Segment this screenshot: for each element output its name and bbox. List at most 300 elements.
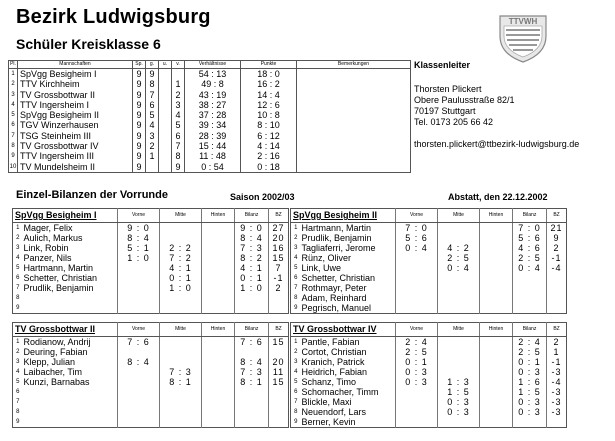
player-bilanz [513,293,547,303]
svg-text:TTVWH: TTVWH [508,17,538,26]
cell-v: 3 [172,100,185,110]
player-name: Berner, Kevin [301,417,356,427]
player-row [291,233,567,243]
player-vorne [118,293,160,303]
player-vorne [118,407,160,417]
player-mitte [160,223,202,234]
col-mannschaften: Mannschaften [18,61,133,69]
player-name [23,417,118,428]
cell-team: SpVgg Besigheim II [18,110,133,120]
player-number: 9 [294,305,298,311]
cell-punkte: 0 : 18 [241,162,297,173]
player-bilanz: 4 : 6 [513,243,547,253]
player-row [13,347,289,357]
cell-punkte: 4 : 14 [241,141,297,151]
player-hinten [202,263,235,273]
player-number: 6 [16,275,20,281]
player-vorne [396,253,438,263]
player-bz: -4 [547,263,567,273]
cell-verhaeltnis: 49 : 8 [185,79,241,89]
player-hinten [480,407,513,417]
league-header-row [9,61,411,69]
cell-v: 2 [172,90,185,100]
player-vorne [396,387,438,397]
player-name: Kunzi, Barnabas [23,377,90,387]
cell-team: TTV Ingersheim I [18,100,133,110]
player-bz [269,387,289,397]
cell-u [159,100,172,110]
player-bilanz: 8 : 4 [235,233,269,243]
player-row [291,417,567,428]
player-bz: 7 [269,263,289,273]
col-v: v. [172,61,185,69]
player-number: 2 [16,349,20,355]
league-row [9,131,411,141]
player-hinten [480,337,513,348]
player-vorne: 5 : 1 [118,243,160,253]
player-bilanz: 0 : 4 [513,263,547,273]
klassenleiter-street: Obere Paulusstraße 82/1 [414,95,515,105]
player-hinten [480,283,513,293]
player-bilanz: 7 : 3 [235,367,269,377]
player-vorne: 5 : 6 [396,233,438,243]
cell-punkte: 18 : 0 [241,69,297,80]
league-row [9,141,411,151]
player-bilanz: 0 : 3 [513,367,547,377]
player-vorne: 8 : 4 [118,357,160,367]
cell-v: 6 [172,131,185,141]
team-col-header: Vorne [396,323,438,337]
player-mitte [160,397,202,407]
player-hinten [202,273,235,283]
player-bz [269,407,289,417]
player-row [291,283,567,293]
player-row [13,417,289,428]
player-row [291,367,567,377]
player-number: 8 [16,295,20,301]
cell-sp: 9 [133,110,146,120]
player-bilanz [513,283,547,293]
cell-bemerkung [297,162,411,173]
player-bilanz: 7 : 3 [235,243,269,253]
player-hinten [480,233,513,243]
cell-pl: 10 [9,162,18,173]
league-row [9,162,411,173]
player-row [13,397,289,407]
player-name: Rodianow, Andrij [23,337,91,347]
player-mitte [438,367,480,377]
player-number: 8 [294,409,298,415]
ttvwh-logo [494,6,552,64]
cell-team: SpVgg Besigheim I [18,69,133,80]
team-col-header: Mitte [160,323,202,337]
cell-v [172,69,185,80]
player-number: 1 [294,225,298,231]
cell-sp: 9 [133,162,146,173]
player-bz [547,273,567,283]
player-bz: 2 [547,337,567,348]
player-bz [269,303,289,314]
player-bz: 2 [547,243,567,253]
klassenleiter-email[interactable]: thorsten.plickert@ttbezirk-ludwigsburg.de [414,139,580,149]
section-title: Einzel-Bilanzen der Vorrunde [16,189,168,201]
player-number: 3 [16,359,20,365]
player-name [23,387,118,397]
player-name: Hartmann, Martin [301,223,372,233]
team-col-header: Bilanz [235,209,269,223]
player-mitte [160,387,202,397]
player-mitte [438,357,480,367]
player-vorne [118,397,160,407]
player-row [291,253,567,263]
player-name: Schetter, Christian [23,273,98,283]
player-bilanz: 0 : 3 [513,397,547,407]
player-bz: -1 [547,253,567,263]
player-number: 2 [294,235,298,241]
league-row [9,90,411,100]
player-vorne [396,263,438,273]
team-col-header: Vorne [118,323,160,337]
klassenleiter-phone: Tel. 0173 205 66 42 [414,117,494,127]
cell-verhaeltnis: 54 : 13 [185,69,241,80]
team-name: TV Grossbottwar II [13,323,118,337]
player-bilanz: 0 : 1 [513,357,547,367]
cell-g [146,162,159,173]
player-hinten [202,303,235,314]
cell-punkte: 6 : 12 [241,131,297,141]
player-mitte [438,233,480,243]
player-number: 9 [294,419,298,425]
league-table [8,60,411,173]
cell-verhaeltnis: 0 : 54 [185,162,241,173]
team-col-header: Bilanz [513,209,547,223]
player-vorne [118,283,160,293]
player-mitte: 0 : 3 [438,407,480,417]
player-vorne: 7 : 6 [118,337,160,348]
player-mitte [160,407,202,417]
team-table-spvgg-besigheim-1 [12,208,289,314]
player-row [291,387,567,397]
player-name: Cortot, Christian [301,347,367,357]
cell-team: TV Grossbottwar II [18,90,133,100]
player-name: Panzer, Nils [23,253,72,263]
cell-v: 8 [172,151,185,161]
cell-g: 7 [146,90,159,100]
team-col-header: Bilanz [235,323,269,337]
team-col-header: Mitte [438,323,480,337]
player-bz: -3 [547,407,567,417]
player-number: 4 [294,255,298,261]
team-col-header: BZ [547,209,567,223]
player-mitte [160,303,202,314]
player-bz [547,293,567,303]
player-name: Neuendorf, Lars [301,407,367,417]
team-col-header: Hinten [480,209,513,223]
team-col-header: BZ [269,323,289,337]
player-vorne: 1 : 0 [118,253,160,263]
player-hinten [202,223,235,234]
player-name: Adam, Reinhard [301,293,367,303]
player-name: Prudlik, Benjamin [23,283,94,293]
cell-sp: 9 [133,90,146,100]
player-mitte: 8 : 1 [160,377,202,387]
team-col-header: BZ [269,209,289,223]
player-row [13,223,289,234]
cell-pl: 6 [9,120,18,130]
player-row [291,397,567,407]
player-vorne [396,293,438,303]
player-bz [547,303,567,314]
player-vorne [118,417,160,428]
player-hinten [480,273,513,283]
player-bz: 20 [269,233,289,243]
player-hinten [202,293,235,303]
player-hinten [480,293,513,303]
player-hinten [202,243,235,253]
cell-punkte: 2 : 16 [241,151,297,161]
player-number: 5 [16,379,20,385]
player-number: 4 [16,369,20,375]
player-mitte: 2 : 2 [160,243,202,253]
player-number: 1 [16,225,20,231]
league-row [9,100,411,110]
player-vorne [396,303,438,314]
col-verhaeltnisse: Verhältnisse [185,61,241,69]
player-number: 3 [294,359,298,365]
player-bilanz [235,407,269,417]
player-hinten [480,347,513,357]
player-number: 9 [16,305,20,311]
player-bz: -4 [547,377,567,387]
player-bilanz [235,293,269,303]
player-name [23,397,118,407]
player-mitte [160,337,202,348]
player-number: 3 [16,245,20,251]
cell-verhaeltnis: 28 : 39 [185,131,241,141]
team-col-header: Hinten [202,209,235,223]
player-row [291,337,567,348]
player-mitte: 0 : 3 [438,397,480,407]
player-number: 6 [294,389,298,395]
player-bilanz [235,303,269,314]
col-punkte: Punkte [241,61,297,69]
player-hinten [202,387,235,397]
player-name: Blickle, Maxi [301,397,352,407]
player-bz: 9 [547,233,567,243]
team-col-header: Hinten [480,323,513,337]
player-bz [269,417,289,428]
player-vorne [396,407,438,417]
player-bilanz [235,387,269,397]
player-mitte [438,347,480,357]
cell-u [159,90,172,100]
player-bilanz: 2 : 4 [513,337,547,348]
player-name [23,293,118,303]
cell-sp: 9 [133,79,146,89]
player-number: 9 [16,419,20,425]
cell-v: 5 [172,120,185,130]
player-bilanz: 8 : 1 [235,377,269,387]
player-bz: -1 [269,273,289,283]
player-name: Tagliaferri, Jerome [301,243,376,253]
col-pl: Pl. [10,61,16,67]
team-col-header: Mitte [160,209,202,223]
cell-punkte: 16 : 2 [241,79,297,89]
col-sp: Sp. [133,61,146,69]
player-hinten [202,337,235,348]
player-bz: 11 [269,367,289,377]
player-vorne: 0 : 4 [396,243,438,253]
player-name: Mager, Felix [23,223,73,233]
player-bilanz [513,273,547,283]
player-bz [547,417,567,428]
cell-u [159,79,172,89]
player-name: Schomacher, Timm [301,387,379,397]
player-name: Aulich, Markus [23,233,83,243]
cell-pl: 7 [9,131,18,141]
player-vorne [118,367,160,377]
player-vorne: 0 : 1 [396,357,438,367]
cell-v: 9 [172,162,185,173]
team-header-row [291,209,567,223]
player-hinten [202,377,235,387]
cell-g: 3 [146,131,159,141]
player-bz [547,283,567,293]
league-row [9,79,411,89]
col-u: u. [159,61,172,69]
player-row [291,293,567,303]
league-row [9,110,411,120]
player-mitte: 7 : 2 [160,253,202,263]
player-number: 4 [294,369,298,375]
player-name [23,407,118,417]
player-mitte [160,233,202,243]
player-row [291,243,567,253]
player-hinten [480,357,513,367]
player-bz: 20 [269,357,289,367]
player-row [291,263,567,273]
player-number: 6 [16,389,20,395]
player-bilanz: 1 : 0 [235,283,269,293]
cell-team: TV Mundelsheim II [18,162,133,173]
player-row [291,377,567,387]
player-row [13,293,289,303]
cell-u [159,151,172,161]
player-mitte [438,273,480,283]
cell-verhaeltnis: 39 : 34 [185,120,241,130]
team-col-header: Hinten [202,323,235,337]
cell-sp: 9 [133,151,146,161]
player-mitte: 4 : 1 [160,263,202,273]
team-col-header: Vorne [396,209,438,223]
player-hinten [202,407,235,417]
cell-verhaeltnis: 11 : 48 [185,151,241,161]
player-vorne: 0 : 3 [396,377,438,387]
cell-g: 9 [146,69,159,80]
cell-bemerkung [297,79,411,89]
player-hinten [480,397,513,407]
player-name: Pegrisch, Manuel [301,303,372,313]
player-hinten [480,243,513,253]
cell-g: 4 [146,120,159,130]
player-hinten [202,417,235,428]
cell-verhaeltnis: 43 : 19 [185,90,241,100]
player-bz: 15 [269,253,289,263]
player-bz: 15 [269,337,289,348]
player-mitte [438,303,480,314]
team-col-header: Bilanz [513,323,547,337]
player-bz [269,293,289,303]
player-mitte: 0 : 1 [160,273,202,283]
player-bz: 27 [269,223,289,234]
player-row [291,407,567,417]
cell-sp: 9 [133,141,146,151]
cell-u [159,110,172,120]
player-name: Prudlik, Benjamin [301,233,372,243]
klassenleiter-city: 70197 Stuttgart [414,106,476,116]
player-row [13,243,289,253]
player-hinten [480,303,513,314]
player-number: 5 [294,379,298,385]
player-row [13,407,289,417]
player-name: Rothmayr, Peter [301,283,367,293]
player-row [13,337,289,348]
abstatt-date: Abstatt, den 22.12.2002 [448,192,548,202]
player-row [13,303,289,314]
player-name: Link, Uwe [301,263,342,273]
player-number: 7 [294,399,298,405]
player-number: 1 [16,339,20,345]
player-mitte [160,357,202,367]
cell-team: TTV Kirchheim [18,79,133,89]
player-row [13,377,289,387]
cell-g: 5 [146,110,159,120]
player-mitte: 7 : 3 [160,367,202,377]
player-vorne: 0 : 3 [396,367,438,377]
player-hinten [480,367,513,377]
player-bz: 1 [547,347,567,357]
player-row [291,223,567,234]
player-number: 8 [294,295,298,301]
cell-team: TGV Winzerhausen [18,120,133,130]
player-name: Deuring, Fabian [23,347,88,357]
cell-punkte: 10 : 8 [241,110,297,120]
team-name: TV Grossbottwar IV [291,323,396,337]
player-vorne [118,347,160,357]
player-vorne [396,283,438,293]
page-title: Bezirk Ludwigsburg [16,6,211,28]
player-row [13,263,289,273]
cell-bemerkung [297,131,411,141]
cell-g: 1 [146,151,159,161]
player-row [13,233,289,243]
player-name: Kranich, Patrick [301,357,365,367]
player-mitte: 2 : 5 [438,253,480,263]
player-mitte: 1 : 5 [438,387,480,397]
player-mitte: 0 : 4 [438,263,480,273]
player-number: 2 [16,235,20,241]
player-bilanz: 0 : 3 [513,407,547,417]
player-name: Rünz, Oliver [301,253,352,263]
cell-punkte: 8 : 10 [241,120,297,130]
player-row [13,367,289,377]
cell-pl: 4 [9,100,18,110]
team-table-tv-grossbottwar-4 [290,322,567,428]
player-name: Schanz, Timo [301,377,357,387]
player-name: Link, Robin [23,243,69,253]
player-name [23,303,118,314]
player-number: 7 [16,399,20,405]
